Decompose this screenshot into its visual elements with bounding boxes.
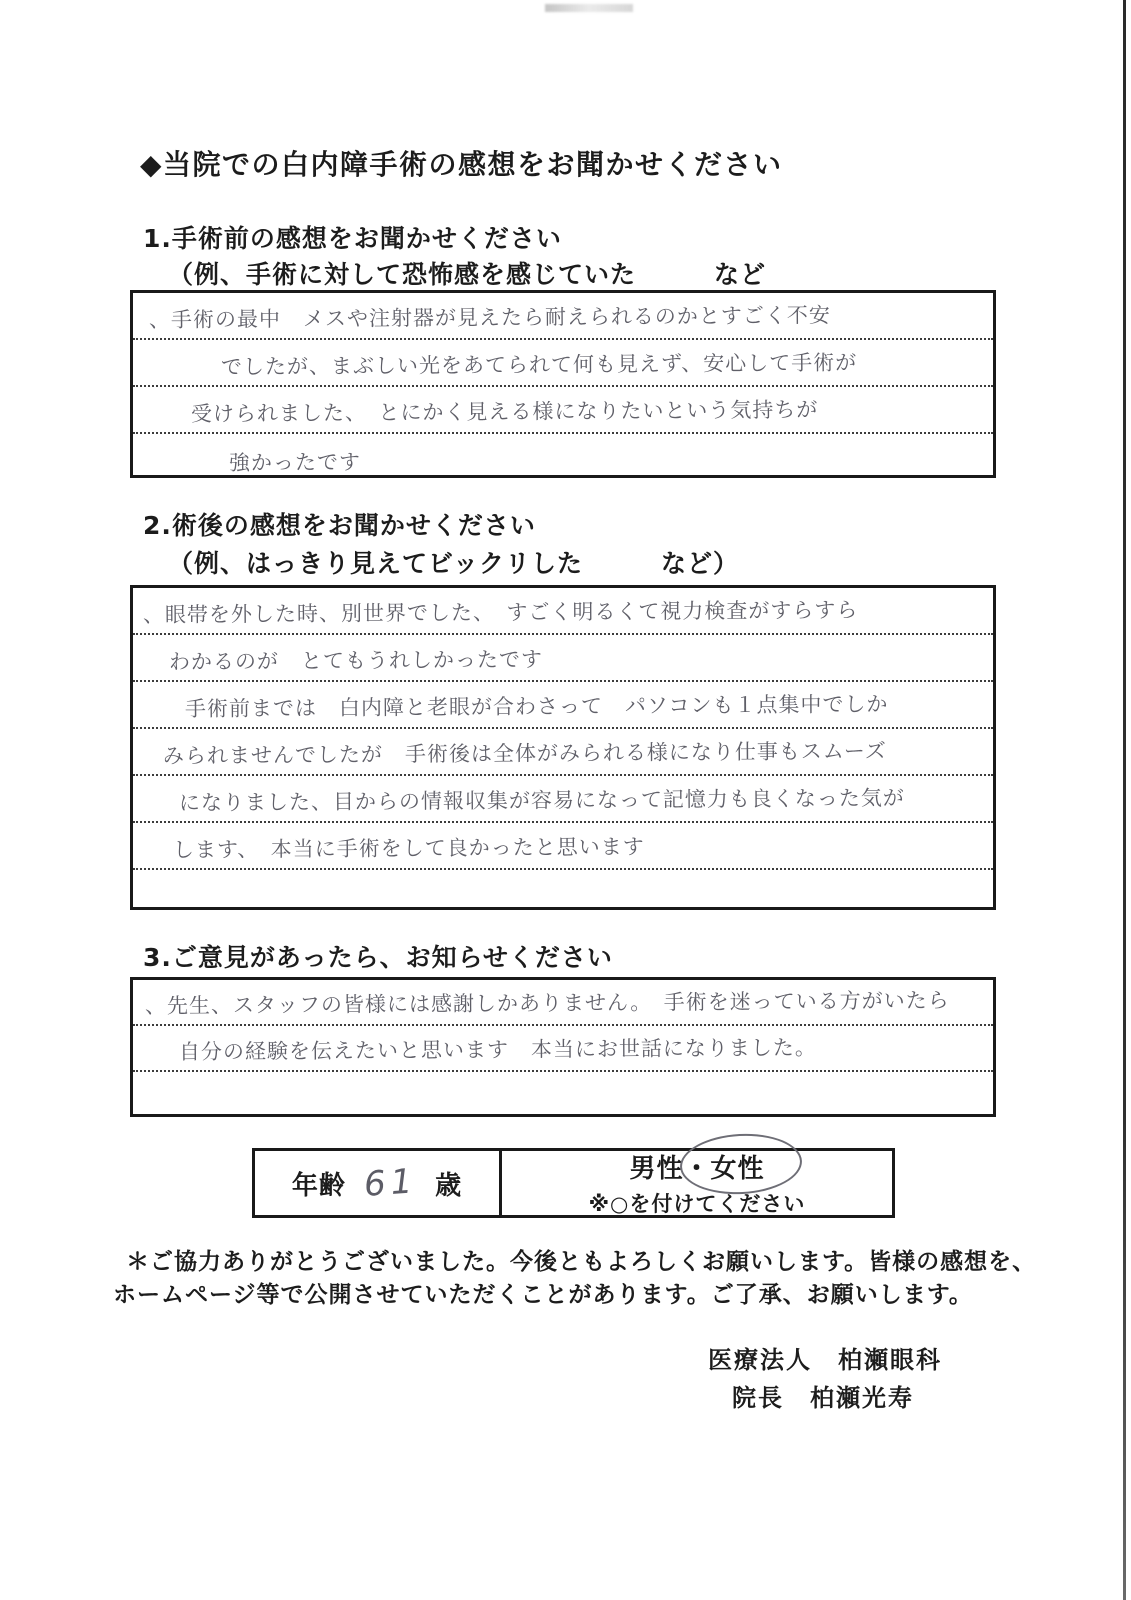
answer-line <box>133 980 993 1026</box>
answer-line-empty <box>133 870 993 917</box>
answer-box-2 <box>130 585 996 910</box>
handwritten-text: 、手術の最中 メスや注射器が見えたら耐えられるのかとすごく不安 <box>148 303 831 333</box>
handwritten-text: みられませんでしたが 手術後は全体がみられる様になり仕事もスムーズ <box>162 738 887 769</box>
section-2-example: （例、はっきり見えてビックリした など） <box>168 549 740 578</box>
gender-female-text: 女性 <box>710 1154 765 1184</box>
answer-line <box>133 588 993 635</box>
answer-line <box>133 387 993 434</box>
answer-line <box>133 340 993 387</box>
section-1-heading: 1.手術前の感想をお聞かせください <box>143 224 562 253</box>
handwritten-text: わかるのが とてもうれしかったです <box>168 647 543 675</box>
handwritten-text: 手術前までは 白内障と老眼が合わさって パソコンも１点集中でしか <box>184 692 889 722</box>
gender-male-label: 男性 <box>629 1154 684 1184</box>
age-value-handwritten: 61 <box>362 1161 419 1205</box>
answer-line-empty <box>133 1072 993 1114</box>
answer-line <box>133 635 993 682</box>
answer-line <box>133 682 993 729</box>
age-gender-table <box>252 1148 895 1218</box>
director-name: 院長 柏瀬光寿 <box>732 1384 914 1412</box>
handwritten-text: 、眼帯を外した時、別世界でした、 すごく明るくて視力検査がすらすら <box>142 598 859 628</box>
section-2-heading: 2.術後の感想をお聞かせください <box>143 511 536 540</box>
answer-box-3 <box>130 977 996 1117</box>
handwritten-text: でしたが、まぶしい光をあてられて何も見えず、安心して手術が <box>220 350 858 380</box>
footer-note-line-2: ホームページ等で公開させていただくことがあります。ご了承、お願いします。 <box>113 1282 973 1308</box>
section-1-example: （例、手術に対して恐怖感を感じていた など <box>168 260 767 289</box>
section-3-heading: 3.ご意見があったら、お知らせください <box>143 943 613 972</box>
age-label: 年齢 <box>291 1170 346 1201</box>
gender-female-label <box>711 1148 765 1185</box>
age-unit-label: 歳 <box>435 1170 463 1201</box>
form-title: ◆当院での白内障手術の感想をお聞かせください <box>140 148 783 181</box>
handwritten-text: 受けられました、 とにかく見える様になりたいという気持ちが <box>190 397 819 427</box>
answer-box-1 <box>130 290 996 478</box>
handwritten-text: になりました、目からの情報収集が容易になって記憶力も良くなった気が <box>178 785 905 816</box>
footer-note-line-1: ＊ご協力ありがとうございました。今後ともよろしくお願いします。皆様の感想を、 <box>126 1249 1037 1275</box>
answer-line <box>133 729 993 776</box>
handwritten-text: 、先生、スタッフの皆様には感謝しかありません。 手術を迷っている方がいたら <box>144 988 950 1019</box>
handwritten-text: します、 本当に手術をして良かったと思います <box>172 834 645 863</box>
handwritten-text: 自分の経験を伝えたいと思います 本当にお世話になりました。 <box>178 1035 817 1064</box>
clinic-name: 医療法人 柏瀬眼科 <box>708 1346 942 1374</box>
answer-line <box>133 1026 993 1072</box>
scan-smudge-top <box>545 4 633 12</box>
age-cell <box>255 1151 502 1215</box>
gender-separator-dot: ・ <box>683 1154 711 1184</box>
scan-edge-line <box>1123 0 1126 1600</box>
gender-options <box>629 1148 764 1185</box>
gender-cell <box>502 1151 892 1215</box>
gender-instruction: ※○を付けてください <box>588 1192 806 1216</box>
answer-line <box>133 776 993 823</box>
answer-line <box>133 434 993 481</box>
answer-line <box>133 293 993 340</box>
handwritten-text: 強かったです <box>228 450 361 476</box>
answer-line <box>133 823 993 870</box>
